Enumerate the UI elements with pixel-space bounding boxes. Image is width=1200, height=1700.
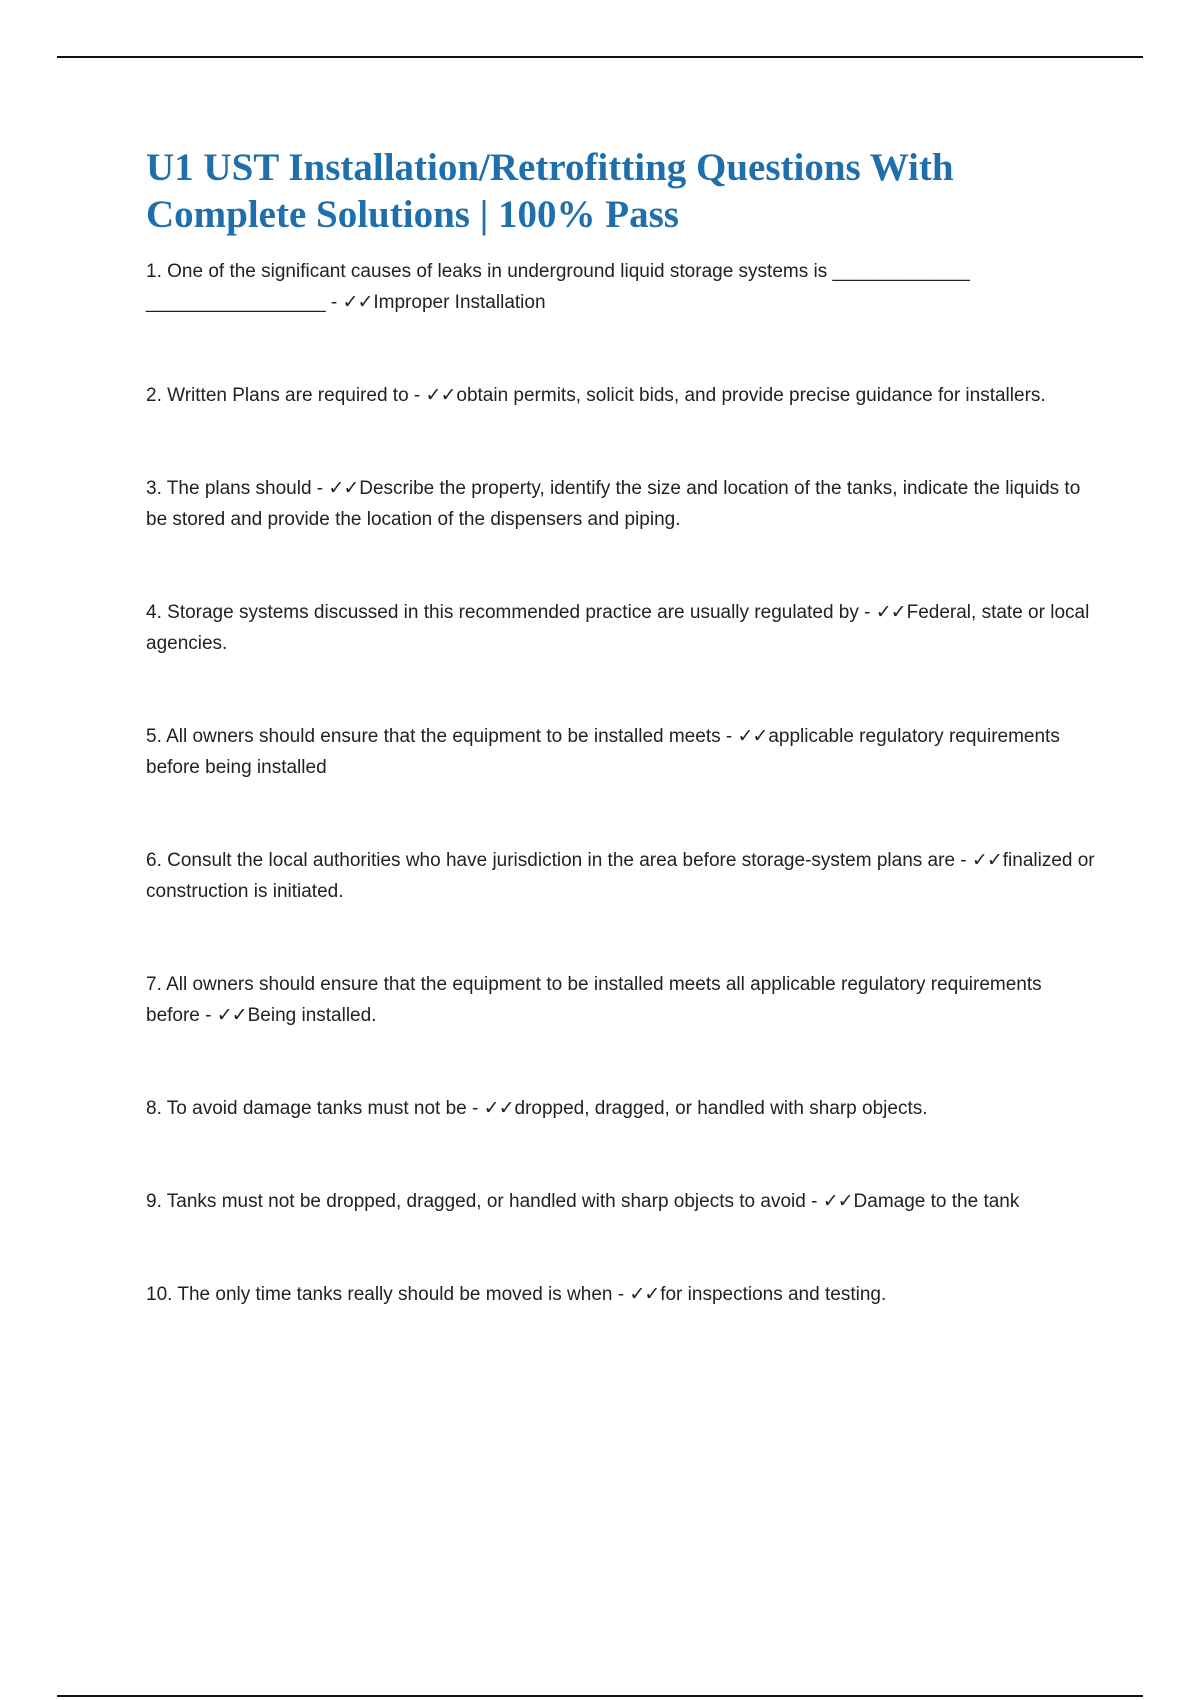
question-text: Storage systems discussed in this recommended practice are usually regulated by <box>167 602 859 623</box>
double-check-icon: ✓✓ <box>875 602 906 623</box>
question-item-9 <box>146 1186 1096 1217</box>
qa-separator: - <box>408 385 426 406</box>
double-check-icon: ✓✓ <box>483 1098 514 1119</box>
double-check-icon: ✓✓ <box>216 1005 247 1026</box>
double-check-icon: ✓✓ <box>971 850 1002 871</box>
question-number: 5 . <box>146 726 166 747</box>
question-number: 1 . <box>146 261 167 282</box>
question-text: To avoid damage tanks must not be <box>166 1098 467 1119</box>
question-item-5 <box>146 721 1096 783</box>
answer-text: Damage to the tank <box>853 1191 1020 1212</box>
qa-separator: - <box>720 726 738 747</box>
qa-separator: - <box>199 1005 217 1026</box>
question-item-10 <box>146 1279 1096 1310</box>
answer-text: Improper Installation <box>373 292 546 313</box>
question-number: 2 . <box>146 385 167 406</box>
question-number: 7 . <box>146 974 166 995</box>
double-check-icon: ✓✓ <box>342 292 373 313</box>
answer-text: Being installed. <box>247 1005 377 1026</box>
double-check-icon: ✓✓ <box>822 1191 853 1212</box>
qa-separator: - <box>311 478 329 499</box>
answer-text: obtain permits, solicit bids, and provide precise guidance for installers. <box>456 385 1046 406</box>
double-check-icon: ✓✓ <box>737 726 768 747</box>
double-check-icon: ✓✓ <box>425 385 456 406</box>
question-number: 6 . <box>146 850 167 871</box>
question-text: The plans should <box>166 478 312 499</box>
qa-separator: - <box>466 1098 484 1119</box>
question-item-7 <box>146 969 1096 1031</box>
question-text: Tanks must not be dropped, dragged, or handled with sharp objects to avoid <box>166 1191 806 1212</box>
question-text: One of the significant causes of leaks in underground liquid storage systems is _____________ _________________ <box>146 261 970 313</box>
question-item-2 <box>146 380 1096 411</box>
answer-text: finalized or construction is initiated. <box>146 850 1095 902</box>
question-item-8 <box>146 1093 1096 1124</box>
double-check-icon: ✓✓ <box>629 1284 660 1305</box>
question-text: All owners should ensure that the equipment to be installed meets all applicable regulatory requirements before <box>146 974 1042 1026</box>
question-text: Consult the local authorities who have jurisdiction in the area before storage-system plans are <box>167 850 956 871</box>
question-number: 3 . <box>146 478 167 499</box>
question-number: 9 . <box>146 1191 167 1212</box>
question-item-3 <box>146 473 1096 535</box>
answer-text: Describe the property, identify the size and location of the tanks, indicate the liquids to be stored and provide the location of the dispensers and piping. <box>146 478 1081 530</box>
double-check-icon: ✓✓ <box>328 478 359 499</box>
qa-separator: - <box>325 292 343 313</box>
question-item-1 <box>146 256 1096 318</box>
header-rule <box>57 56 1143 58</box>
question-item-6 <box>146 845 1096 907</box>
question-item-4 <box>146 597 1096 659</box>
document-title: U1 UST Installation/Retrofitting Questions With Complete Solutions | 100% Pass <box>146 146 954 236</box>
qa-separator: - <box>612 1284 630 1305</box>
document-body <box>146 144 1096 1372</box>
question-text: Written Plans are required to <box>167 385 409 406</box>
qa-separator: - <box>955 850 972 871</box>
footer-rule <box>57 1695 1143 1697</box>
answer-text: applicable regulatory requirements before being installed <box>146 726 1060 778</box>
question-number: 10 . <box>146 1284 177 1305</box>
answer-text: for inspections and testing. <box>660 1284 887 1305</box>
answer-text: Federal, state or local agencies. <box>146 602 1090 654</box>
question-number: 4 . <box>146 602 167 623</box>
question-text: The only time tanks really should be moved is when <box>177 1284 613 1305</box>
answer-text: dropped, dragged, or handled with sharp objects. <box>514 1098 928 1119</box>
qa-separator: - <box>858 602 876 623</box>
question-number: 8 . <box>146 1098 167 1119</box>
question-text: All owners should ensure that the equipment to be installed meets <box>166 726 721 747</box>
qa-separator: - <box>805 1191 823 1212</box>
